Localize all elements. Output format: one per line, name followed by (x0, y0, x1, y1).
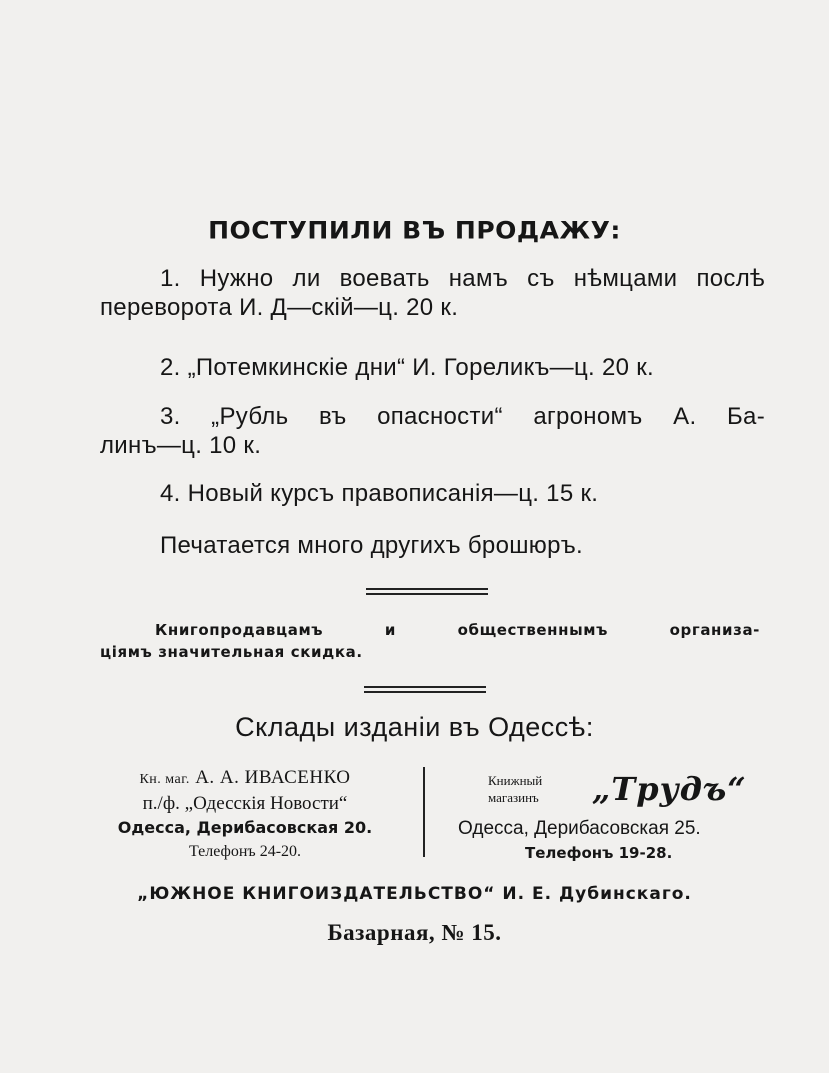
list-item-line: переворота И. Д—скiй—ц. 20 к. (100, 294, 459, 321)
store-phone: Телефонъ 19-28. (525, 844, 673, 862)
store-name-line (90, 766, 400, 792)
discount-notice (100, 619, 760, 663)
store-owner: А. А. ИВАСЕНКО (195, 767, 351, 788)
warehouses-title: Склады изданiи въ Одессѣ: (235, 712, 594, 742)
store-phone: Телефонъ 24-20. (188, 843, 302, 860)
list-item (100, 353, 765, 382)
list-item-line: 1. Нужно ли воевать намъ съ нѣмцами послѣ (160, 265, 765, 292)
store-label (488, 772, 588, 806)
store-label-line: Книжный (488, 773, 543, 788)
store-prefix: Кн. маг. (139, 772, 190, 787)
list-item (100, 479, 765, 508)
list-item (100, 402, 765, 460)
list-item-line: линъ—ц. 10 к. (100, 432, 262, 459)
store-brand: „Трудъ“ (592, 770, 747, 808)
discount-line: Книгопродавцамъ и общественнымъ организа- (155, 621, 760, 639)
store-address: Одесса, Дерибасовская 20. (117, 818, 373, 837)
publisher-address: Базарная, № 15. (327, 920, 502, 945)
list-item-line: 3. „Рубль въ опасности“ агрономъ А. Ба- (160, 403, 765, 430)
publisher-name: „ЮЖНОЕ КНИГОИЗДАТЕЛЬСТВО“ И. Е. Дубинскаго. (137, 884, 692, 904)
store-address: Одесса, Дерибасовская 25. (458, 818, 701, 839)
store-subtitle: п./ф. „Одесскiя Новости“ (142, 793, 348, 814)
divider-rule (364, 686, 486, 693)
list-item-line: 2. „Потемкинскiе дни“ И. Гореликъ—ц. 20 к. (160, 354, 654, 381)
divider-rule (366, 588, 488, 595)
discount-line: цiямъ значительная скидка. (100, 643, 363, 661)
page-heading: ПОСТУПИЛИ ВЪ ПРОДАЖУ: (208, 216, 621, 245)
list-item-line: 4. Новый курсъ правописанiя—ц. 15 к. (160, 480, 599, 507)
store-label-line: магазинъ (488, 790, 539, 805)
vertical-divider (423, 767, 425, 857)
store-ivasenko (90, 766, 400, 864)
list-item (100, 264, 765, 322)
more-note: Печатается много другихъ брошюръ. (160, 532, 583, 559)
